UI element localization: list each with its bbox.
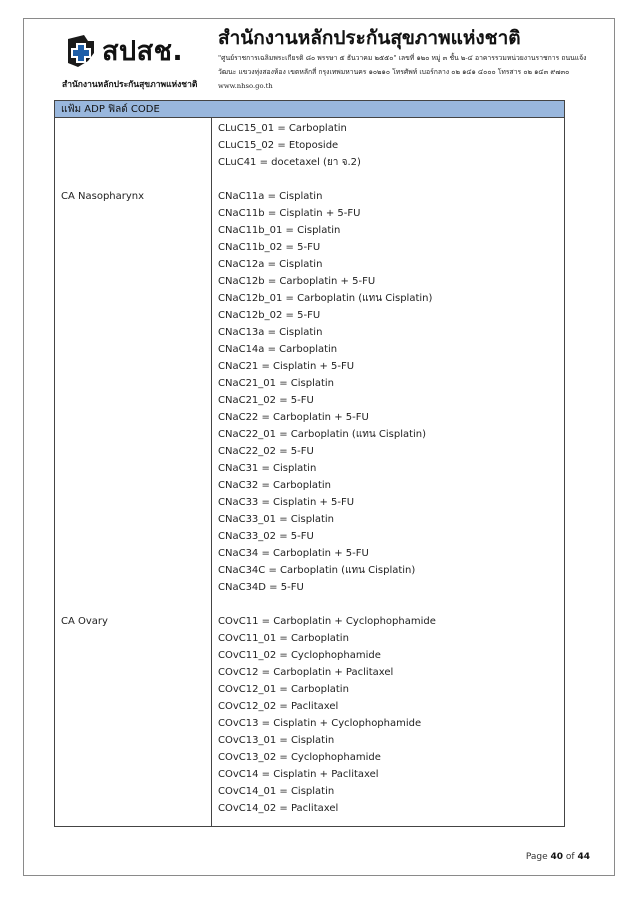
section-label: CA Nasopharynx: [61, 191, 145, 202]
code-entry: CNaC33_01 = Cisplatin: [218, 514, 335, 525]
logo-wordmark: สปสช.: [102, 36, 184, 67]
column-divider: [211, 117, 212, 826]
code-entry: CNaC11b_01 = Cisplatin: [218, 225, 341, 236]
code-entry: CNaC32 = Carboplatin: [218, 480, 332, 491]
code-entry: CNaC22_01 = Carboplatin (แทน Cisplatin): [218, 429, 427, 440]
code-entry: CNaC34 = Carboplatin + 5-FU: [218, 548, 369, 559]
code-entry: CNaC21 = Cisplatin + 5-FU: [218, 361, 355, 372]
code-entry: CNaC34D = 5-FU: [218, 582, 304, 593]
page-total: 44: [577, 852, 590, 862]
page-word: Page: [525, 852, 548, 862]
code-entry: COvC12 = Carboplatin + Paclitaxel: [218, 667, 394, 678]
letterhead: [54, 25, 614, 97]
organization-block: [218, 25, 618, 93]
logo-subtitle: สำนักงานหลักประกันสุขภาพแห่งชาติ: [62, 80, 198, 90]
medical-cross-icon: [64, 33, 98, 71]
code-entry: COvC14 = Cisplatin + Paclitaxel: [218, 769, 379, 780]
code-entry: COvC13_01 = Cisplatin: [218, 735, 335, 746]
code-entry: COvC11 = Carboplatin + Cyclophophamide: [218, 616, 436, 627]
code-entry: CNaC11b_02 = 5-FU: [218, 242, 321, 253]
page-number: 40: [550, 852, 564, 862]
code-entry: COvC11_01 = Carboplatin: [218, 633, 349, 644]
code-entry: COvC11_02 = Cyclophophamide: [218, 650, 381, 661]
nhso-logo: [62, 29, 197, 93]
code-entry: CNaC12b_02 = 5-FU: [218, 310, 321, 321]
code-entry: CNaC22 = Carboplatin + 5-FU: [218, 412, 369, 423]
code-entry: COvC14_01 = Cisplatin: [218, 786, 335, 797]
of-word: of: [565, 852, 575, 862]
code-entry: CNaC11a = Cisplatin: [218, 191, 323, 202]
page-footer: [526, 852, 590, 862]
address-line-1: "ศูนย์ราชการเฉลิมพระเกียรติ ๘๐ พรรษา ๕ ธันวาคม ๒๕๕๐" เลขที่ ๑๒๐ หมู่ ๓ ชั้น ๒-๔ อาคารรวมหน่วยงานราชการ ถนนแจ้ง: [218, 54, 587, 62]
code-entry: CNaC12b = Carboplatin + 5-FU: [218, 276, 376, 287]
code-entry: COvC13 = Cisplatin + Cyclophophamide: [218, 718, 422, 729]
table-header-label: แฟ้ม ADP ฟิลด์ CODE: [61, 104, 160, 115]
code-entry: COvC13_02 = Cyclophophamide: [218, 752, 381, 763]
code-entry: CNaC31 = Cisplatin: [218, 463, 317, 474]
code-entry: CLuC41 = docetaxel (ยา จ.2): [218, 157, 361, 168]
code-entry: CNaC14a = Carboplatin: [218, 344, 338, 355]
table-header-row: [55, 101, 564, 118]
code-entry: COvC12_01 = Carboplatin: [218, 684, 349, 695]
code-entry: CNaC34C = Carboplatin (แทน Cisplatin): [218, 565, 416, 576]
code-table: [54, 100, 565, 827]
code-entry: COvC14_02 = Paclitaxel: [218, 803, 339, 814]
code-entry: CLuC15_01 = Carboplatin: [218, 123, 347, 134]
code-entry: CNaC12a = Cisplatin: [218, 259, 323, 270]
website-link[interactable]: www.nhso.go.th: [218, 82, 273, 90]
section-label: CA Ovary: [61, 616, 108, 627]
code-entry: CLuC15_02 = Etoposide: [218, 140, 339, 151]
code-entry: CNaC33 = Cisplatin + 5-FU: [218, 497, 355, 508]
code-entry: COvC12_02 = Paclitaxel: [218, 701, 339, 712]
code-entry: CNaC33_02 = 5-FU: [218, 531, 314, 542]
code-entry: CNaC21_01 = Cisplatin: [218, 378, 335, 389]
code-entry: CNaC12b_01 = Carboplatin (แทน Cisplatin): [218, 293, 433, 304]
organization-title: สำนักงานหลักประกันสุขภาพแห่งชาติ: [218, 27, 521, 49]
code-entry: CNaC13a = Cisplatin: [218, 327, 323, 338]
code-entry: CNaC21_02 = 5-FU: [218, 395, 314, 406]
code-entry: CNaC22_02 = 5-FU: [218, 446, 314, 457]
address-line-2: วัฒนะ แขวงทุ่งสองห้อง เขตหลักสี่ กรุงเทพมหานคร ๑๐๒๑๐ โทรศัพท์ เบอร์กลาง ๐๒ ๑๔๑ ๔๐๐๐ โทรสาร ๐๒ ๑๔๓ ๙๗๓๐: [218, 68, 570, 76]
code-entry: CNaC11b = Cisplatin + 5-FU: [218, 208, 361, 219]
